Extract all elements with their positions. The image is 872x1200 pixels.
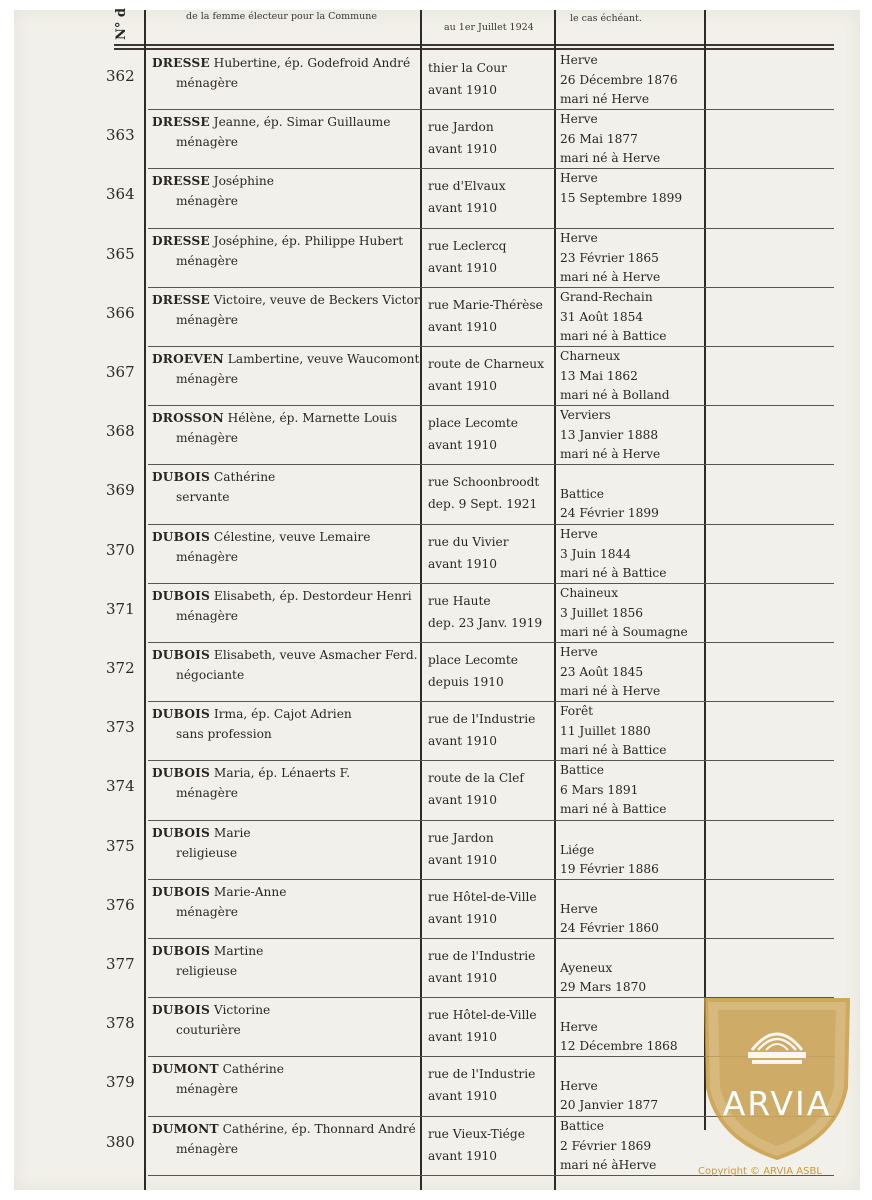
- entry-number: 380: [106, 1132, 135, 1151]
- table-row: [14, 702, 860, 761]
- voter-given-names: Irma, ép. Cajot Adrien: [210, 707, 352, 722]
- voter-given-names: Elisabeth, ép. Destordeur Henri: [210, 588, 412, 603]
- voter-given-names: Célestine, veuve Lemaire: [210, 529, 371, 544]
- entry-number: 370: [106, 540, 135, 559]
- entry-number: 369: [106, 481, 135, 500]
- voter-surname: DUMONT: [152, 1121, 219, 1136]
- entry-number: 364: [106, 185, 135, 204]
- voter-name: [152, 826, 251, 840]
- table-row: [14, 110, 860, 169]
- address-since: avant 1910: [428, 971, 498, 985]
- address-since: dep. 9 Sept. 1921: [428, 497, 538, 512]
- voter-name: [152, 1062, 284, 1076]
- address-since: avant 1910: [428, 260, 498, 275]
- address-since: avant 1910: [428, 319, 498, 334]
- address-street: rue du Vivier: [428, 534, 509, 549]
- voter-occupation: ménagère: [176, 608, 238, 623]
- address-since: avant 1910: [428, 911, 498, 926]
- address-since: avant 1910: [428, 1089, 498, 1104]
- birth-line-2: Ayeneux: [560, 961, 613, 975]
- voter-given-names: Jeanne, ép. Simar Guillaume: [209, 115, 391, 130]
- birth-line-1: Forêt: [560, 704, 594, 719]
- birth-line-2: Herve: [560, 901, 598, 916]
- birth-line-2: 13 Mai 1862: [560, 369, 638, 383]
- birth-line-3: mari né Herve: [560, 92, 650, 106]
- entry-number: 373: [106, 718, 135, 737]
- birth-line-1: Herve: [560, 112, 598, 127]
- birth-line-2: 2 Février 1869: [560, 1138, 652, 1153]
- birth-line-1: Battice: [560, 763, 604, 778]
- voter-name: [152, 944, 263, 958]
- birth-line-1: Herve: [560, 230, 598, 245]
- voter-name: [152, 174, 274, 188]
- entry-number: 362: [106, 67, 135, 85]
- birth-line-3: 24 Février 1860: [560, 920, 659, 935]
- voter-given-names: Joséphine: [209, 174, 274, 189]
- voter-occupation: religieuse: [176, 964, 238, 978]
- address-street: place Lecomte: [428, 416, 519, 431]
- birth-line-3: mari né à Soumagne: [560, 624, 688, 639]
- voter-occupation: ménagère: [176, 549, 238, 564]
- address-since: avant 1910: [428, 83, 498, 97]
- voter-given-names: Lambertine, veuve Waucomont: [223, 352, 420, 366]
- birth-line-3: mari né à Battice: [560, 565, 667, 580]
- address-street: place Lecomte: [428, 653, 519, 667]
- birth-line-2: Herve: [560, 1079, 598, 1094]
- voter-occupation: ménagère: [176, 786, 238, 801]
- birth-line-3: mari né à Battice: [560, 743, 667, 758]
- address-street: route de Charneux: [428, 357, 544, 371]
- entry-number: 366: [106, 303, 135, 322]
- voter-occupation: ménagère: [176, 1141, 238, 1156]
- birth-line-2: Liége: [560, 842, 595, 857]
- address-street: rue de l'Industrie: [428, 1067, 536, 1082]
- voter-surname: DUBOIS: [152, 529, 211, 544]
- voter-given-names: Marie-Anne: [210, 884, 287, 899]
- voter-surname: DUBOIS: [152, 884, 211, 899]
- voter-surname: DRESSE: [152, 115, 210, 130]
- address-street: thier la Cour: [428, 61, 507, 75]
- entry-number: 374: [106, 777, 135, 796]
- address-street: rue Leclercq: [428, 238, 507, 253]
- header-birth-column: le cas échéant.: [570, 13, 642, 24]
- address-since: avant 1910: [428, 556, 498, 571]
- header-rule-lower: [114, 48, 834, 50]
- birth-line-3: mari né à Herve: [560, 151, 661, 166]
- address-since: avant 1910: [428, 793, 498, 808]
- voter-surname: DUBOIS: [152, 944, 211, 958]
- birth-line-1: Herve: [560, 526, 598, 541]
- voter-surname: DROSSON: [152, 411, 224, 426]
- birth-line-1: Herve: [560, 171, 598, 186]
- entry-number: 379: [106, 1073, 135, 1092]
- header-name-column: de la femme électeur pour la Commune: [186, 11, 378, 22]
- birth-line-2: 26 Décembre 1876: [560, 73, 678, 87]
- address-since: avant 1910: [428, 852, 498, 867]
- voter-given-names: Cathérine, ép. Thonnard André: [218, 1121, 416, 1136]
- shield-logo-icon: [696, 988, 858, 1160]
- table-header: [14, 10, 860, 48]
- voter-name: [152, 530, 370, 544]
- birth-line-3: mari né à Herve: [560, 684, 661, 698]
- voter-given-names: Joséphine, ép. Philippe Hubert: [209, 233, 404, 248]
- voter-name: [152, 707, 352, 721]
- voter-surname: DRESSE: [152, 292, 210, 307]
- header-rule-upper: [114, 44, 834, 46]
- header-address-column: au 1er Juillet 1924: [444, 22, 534, 33]
- address-street: rue Schoonbroodt: [428, 475, 540, 490]
- address-street: rue d'Elvaux: [428, 179, 506, 194]
- voter-occupation: ménagère: [176, 135, 238, 150]
- voter-occupation: couturière: [176, 1023, 241, 1038]
- birth-line-2: 15 Septembre 1899: [560, 191, 683, 206]
- voter-given-names: Cathérine: [210, 470, 276, 485]
- birth-line-2: 23 Août 1845: [560, 665, 644, 679]
- voter-surname: DUBOIS: [152, 588, 211, 603]
- address-street: route de la Clef: [428, 771, 524, 786]
- voter-surname: DUMONT: [152, 1062, 219, 1077]
- birth-line-2: Herve: [560, 1020, 598, 1035]
- voter-occupation: ménagère: [176, 312, 238, 327]
- voter-occupation: ménagère: [176, 76, 238, 90]
- address-street: rue Hôtel-de-Ville: [428, 889, 537, 904]
- entry-number: 375: [106, 836, 135, 855]
- birth-line-1: Verviers: [560, 408, 611, 423]
- birth-line-3: 19 Février 1886: [560, 861, 659, 876]
- address-since: avant 1910: [428, 142, 498, 157]
- entry-number: 378: [106, 1014, 135, 1033]
- voter-surname: DUBOIS: [152, 648, 211, 662]
- entry-number: 376: [106, 895, 135, 914]
- birth-line-3: 24 Février 1899: [560, 506, 659, 521]
- table-row: [14, 51, 860, 110]
- voter-given-names: Maria, ép. Lénaerts F.: [210, 766, 351, 781]
- birth-line-2: 23 Février 1865: [560, 250, 659, 265]
- entry-number: 377: [106, 955, 135, 973]
- birth-line-2: 13 Janvier 1888: [560, 428, 659, 443]
- voter-occupation: ménagère: [176, 1082, 238, 1097]
- voter-surname: DUBOIS: [152, 825, 211, 840]
- address-street: rue de l'Industrie: [428, 712, 536, 727]
- birth-line-1: Chaineux: [560, 585, 619, 600]
- voter-given-names: Cathérine: [218, 1062, 284, 1077]
- table-row: [14, 643, 860, 702]
- birth-line-2: 26 Mai 1877: [560, 132, 638, 147]
- voter-occupation: sans profession: [176, 727, 272, 742]
- voter-surname: DRESSE: [152, 56, 210, 70]
- voter-occupation: ménagère: [176, 194, 238, 209]
- table-row: [14, 821, 860, 880]
- voter-given-names: Hélène, ép. Marnette Louis: [223, 411, 398, 426]
- birth-line-3: mari né à Bolland: [560, 388, 670, 402]
- voter-name: [152, 1003, 270, 1017]
- birth-line-1: Herve: [560, 645, 598, 659]
- voter-occupation: servante: [176, 490, 230, 505]
- voter-given-names: Marie: [210, 825, 251, 840]
- voter-name: [152, 648, 418, 662]
- table-row: [14, 761, 860, 820]
- entry-number: 367: [106, 363, 135, 381]
- birth-line-3: mari né àHerve: [560, 1157, 657, 1172]
- address-street: rue de l'Industrie: [428, 949, 536, 963]
- birth-line-2: 3 Juin 1844: [560, 546, 632, 561]
- table-row: [14, 288, 860, 347]
- voter-given-names: Victorine: [210, 1003, 271, 1018]
- birth-line-3: mari né à Battice: [560, 802, 667, 817]
- voter-surname: DUBOIS: [152, 707, 211, 722]
- birth-line-2: Battice: [560, 487, 604, 502]
- voter-given-names: Elisabeth, veuve Asmacher Ferd.: [210, 648, 418, 662]
- birth-line-3: 29 Mars 1870: [560, 980, 647, 994]
- address-street: rue Jardon: [428, 120, 494, 135]
- birth-line-1: Charneux: [560, 349, 621, 363]
- birth-line-2: 11 Juillet 1880: [560, 724, 651, 739]
- voter-surname: DUBOIS: [152, 470, 211, 485]
- table-row: [14, 169, 860, 228]
- voter-name: [152, 234, 403, 248]
- voter-surname: DRESSE: [152, 233, 210, 248]
- address-since: avant 1910: [428, 201, 498, 216]
- voter-name: [152, 56, 410, 70]
- address-since: avant 1910: [428, 734, 498, 749]
- address-street: rue Haute: [428, 593, 491, 608]
- voter-occupation: religieuse: [176, 845, 238, 860]
- table-row: [14, 525, 860, 584]
- table-row: [14, 465, 860, 524]
- address-since: avant 1910: [428, 438, 498, 453]
- voter-name: [152, 885, 286, 899]
- voter-given-names: Victoire, veuve de Beckers Victor: [209, 292, 420, 307]
- birth-line-2: 6 Mars 1891: [560, 783, 639, 798]
- address-since: dep. 23 Janv. 1919: [428, 615, 543, 630]
- voter-name: [152, 1122, 416, 1136]
- table-row: [14, 584, 860, 643]
- address-street: rue Hôtel-de-Ville: [428, 1008, 537, 1023]
- voter-occupation: ménagère: [176, 904, 238, 919]
- voter-name: [152, 766, 350, 780]
- voter-surname: DROEVEN: [152, 352, 224, 366]
- voter-occupation: ménagère: [176, 253, 238, 268]
- entry-number: 372: [106, 659, 135, 677]
- address-street: rue Vieux-Tiége: [428, 1126, 525, 1141]
- birth-line-3: mari né à Herve: [560, 447, 661, 462]
- voter-surname: DUBOIS: [152, 766, 211, 781]
- voter-name: [152, 589, 412, 603]
- birth-line-2: 3 Juillet 1856: [560, 605, 644, 620]
- header-number-label: N° d: [114, 8, 129, 40]
- copyright-notice: Copyright © ARVIA ASBL: [698, 1166, 822, 1177]
- watermark-brand: ARVIA: [722, 1084, 832, 1123]
- address-since: avant 1910: [428, 1030, 498, 1045]
- address-since: avant 1910: [428, 1148, 498, 1163]
- birth-line-1: Battice: [560, 1118, 604, 1133]
- entry-number: 365: [106, 244, 135, 263]
- entry-number: 371: [106, 599, 135, 618]
- voter-name: [152, 470, 275, 484]
- birth-line-2: 31 Août 1854: [560, 309, 644, 324]
- voter-surname: DRESSE: [152, 174, 210, 189]
- table-row: [14, 406, 860, 465]
- voter-name: [152, 293, 420, 307]
- voter-given-names: Martine: [210, 944, 264, 958]
- entry-number: 368: [106, 422, 135, 441]
- birth-line-3: 12 Décembre 1868: [560, 1039, 678, 1054]
- birth-line-3: mari né à Battice: [560, 328, 667, 343]
- address-since: avant 1910: [428, 379, 498, 393]
- voter-name: [152, 411, 397, 425]
- voter-occupation: négociante: [176, 668, 245, 682]
- voter-name: [152, 115, 390, 129]
- voter-occupation: ménagère: [176, 372, 238, 386]
- voter-given-names: Hubertine, ép. Godefroid André: [209, 56, 411, 70]
- birth-line-3: mari né à Herve: [560, 269, 661, 284]
- birth-line-3: 20 Janvier 1877: [560, 1098, 659, 1113]
- address-street: rue Marie-Thérèse: [428, 297, 543, 312]
- voter-occupation: ménagère: [176, 431, 238, 446]
- address-street: rue Jardon: [428, 830, 494, 845]
- entry-number: 363: [106, 126, 135, 145]
- address-since: depuis 1910: [428, 675, 504, 689]
- birth-line-1: Herve: [560, 53, 598, 67]
- arvia-watermark: [696, 988, 860, 1178]
- table-row: [14, 880, 860, 939]
- table-row: [14, 347, 860, 406]
- table-row: [14, 229, 860, 288]
- voter-name: [152, 352, 419, 366]
- birth-line-1: Grand-Rechain: [560, 289, 653, 304]
- voter-surname: DUBOIS: [152, 1003, 211, 1018]
